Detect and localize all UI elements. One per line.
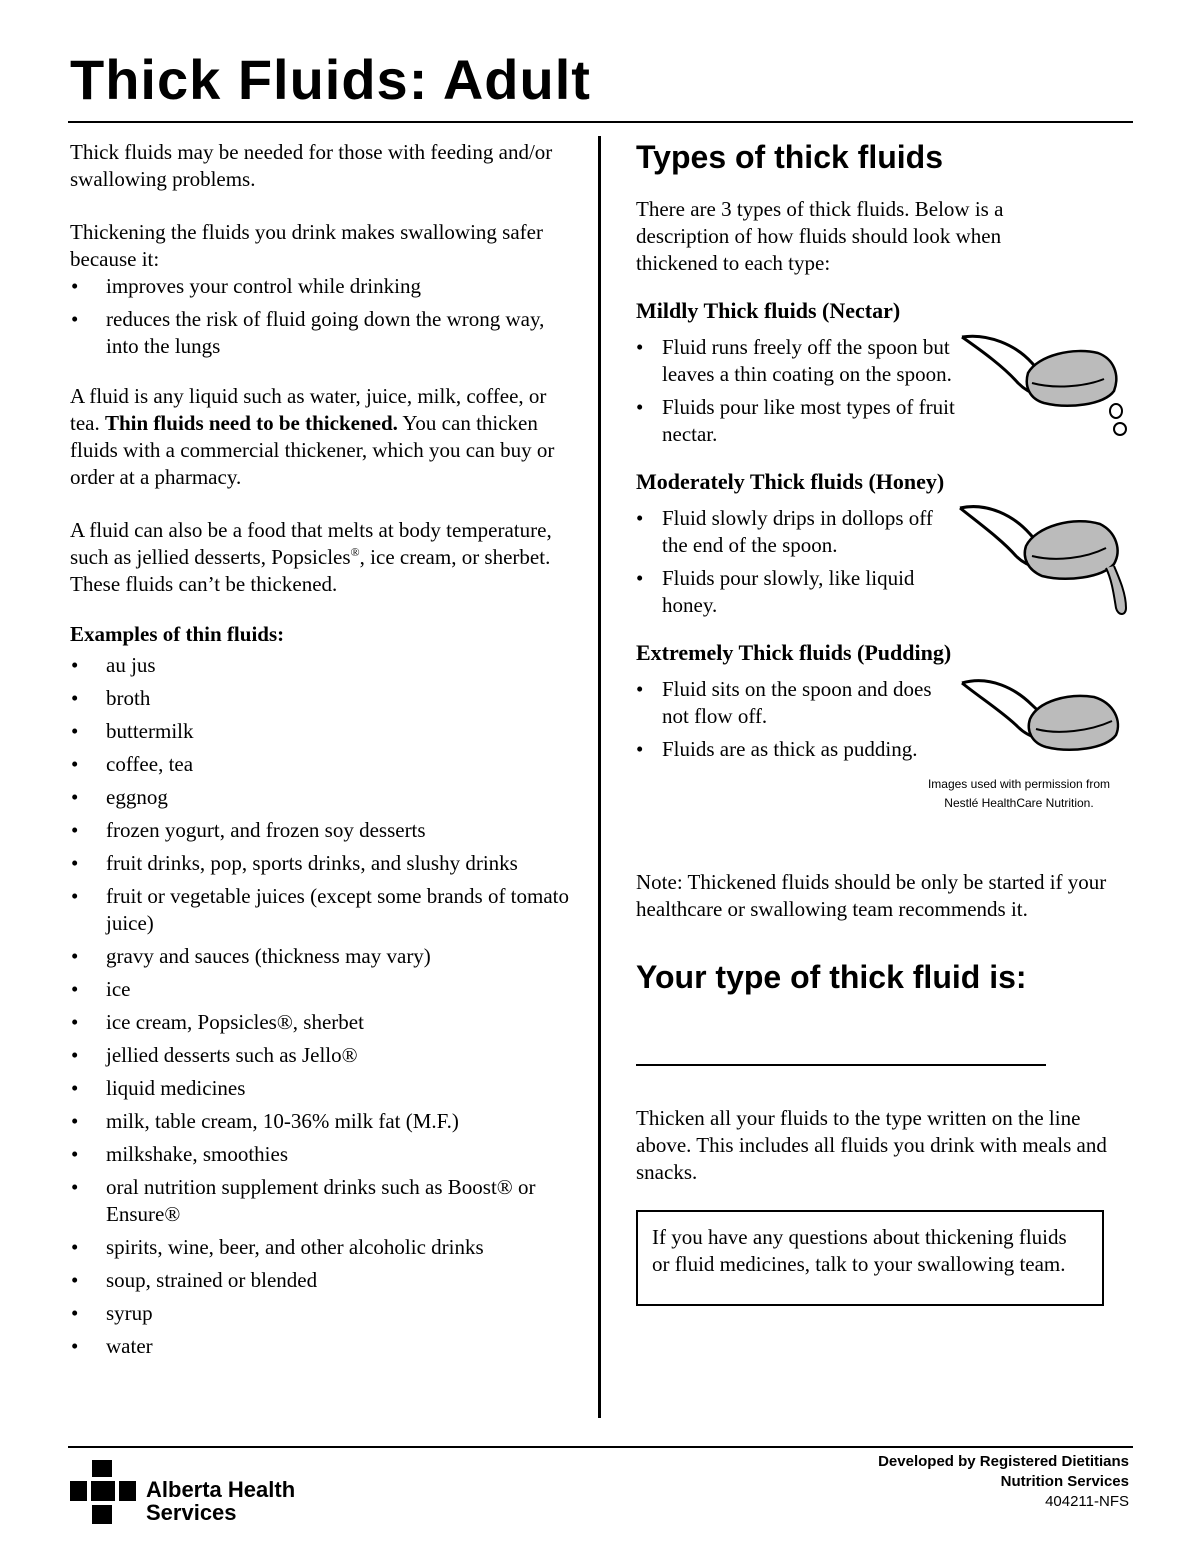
questions-box [636,1210,1104,1306]
developed-by: Developed by Registered Dietitians [878,1453,1129,1470]
questions-area [636,1210,1136,1340]
your-type-heading: Your type of thick fluid is: [636,959,1027,995]
spoon-nectar-icon [958,327,1140,453]
list-item: • milk, table cream, 10-36% milk fat (M.F.) [70,1108,570,1135]
footer-credits [878,1452,1129,1512]
type-nectar [636,297,1136,448]
list-item: • syrup [70,1300,570,1327]
list-item: • soup, strained or blended [70,1267,570,1294]
list-item: • ice cream, Popsicles®, sherbet [70,1009,570,1036]
document-code: 404211-NFS [1045,1493,1129,1510]
left-column [70,139,570,1366]
thin-fluids-list [70,652,570,1360]
title-rule [68,121,1133,123]
list-item: • au jus [70,652,570,679]
list-item: • fruit or vegetable juices (except some brands of tomato juice) [70,883,570,937]
thickening-intro: Thickening the fluids you drink makes swallowing safer because it: [70,220,543,271]
type-heading: Mildly Thick fluids (Nectar) [636,298,901,323]
note: Note: Thickened fluids should be only be started if your healthcare or swallowing team recommends it. [636,870,1107,921]
list-item: • frozen yogurt, and frozen soy desserts [70,817,570,844]
department: Nutrition Services [1000,1473,1129,1490]
list-item: • oral nutrition supplement drinks such as Boost® or Ensure® [70,1174,570,1228]
benefits-list [70,273,570,360]
list-item: • Fluid sits on the spoon and does not flow off. [636,676,956,730]
image-credit: Images used with permission from Nestlé HealthCare Nutrition. [927,777,1111,810]
food-definition: A fluid can also be a food that melts at body temperature, such as jellied desserts, Popsicles®, ice cream, or sherbet. These fluids can’t be thickened. [70,518,552,596]
type-pudding [636,639,1136,763]
list-item: • Fluids pour slowly, like liquid honey. [636,565,956,619]
page-title: Thick Fluids: Adult [70,48,591,111]
list-item: • reduces the risk of fluid going down the wrong way, into the lungs [70,306,570,360]
list-item: • spirits, wine, beer, and other alcoholic drinks [70,1234,570,1261]
spoon-pudding-icon [958,669,1140,769]
list-item: • Fluid runs freely off the spoon but leaves a thin coating on the spoon. [636,334,956,388]
list-item: • Fluids are as thick as pudding. [636,736,956,763]
list-item: • water [70,1333,570,1360]
list-item: • liquid medicines [70,1075,570,1102]
spoon-honey-icon [956,498,1138,624]
footer-rule [68,1446,1133,1448]
questions-text: If you have any questions about thickening fluids or fluid medicines, talk to your swallowing team. [652,1225,1067,1276]
thicken-all-paragraph: Thicken all your fluids to the type written on the line above. This includes all fluids you drink with meals and snacks. [636,1106,1107,1184]
list-item: • Fluid slowly drips in dollops off the end of the spoon. [636,505,956,559]
answer-area [636,995,1136,1077]
answer-line[interactable] [636,1064,1046,1066]
examples-heading: Examples of thin fluids: [70,622,285,646]
credit-area [636,769,1136,835]
type-honey [636,468,1136,619]
list-item: • fruit drinks, pop, sports drinks, and slushy drinks [70,850,570,877]
list-item: • ice [70,976,570,1003]
list-item: • eggnog [70,784,570,811]
list-item: • improves your control while drinking [70,273,570,300]
ahs-logo-icon [70,1460,136,1524]
intro-paragraph: Thick fluids may be needed for those with feeding and/or swallowing problems. [70,140,553,191]
type-heading: Extremely Thick fluids (Pudding) [636,640,952,665]
list-item: • jellied desserts such as Jello® [70,1042,570,1069]
types-intro: There are 3 types of thick fluids. Below is a description of how fluids should look when thickened to each type: [636,197,1004,275]
list-item: • buttermilk [70,718,570,745]
ahs-logo-text: Alberta Health Services [146,1477,296,1525]
list-item: • gravy and sauces (thickness may vary) [70,943,570,970]
type-heading: Moderately Thick fluids (Honey) [636,469,945,494]
list-item: • coffee, tea [70,751,570,778]
list-item: • Fluids pour like most types of fruit nectar. [636,394,956,448]
list-item: • milkshake, smoothies [70,1141,570,1168]
right-column [636,139,1136,1340]
column-divider [598,136,601,1418]
list-item: • broth [70,685,570,712]
fluid-definition: A fluid is any liquid such as water, juice, milk, coffee, or tea. Thin fluids need to be thickened. You can thicken fluids with a commercial thickener, which you can buy or order at a pharmacy. [70,384,555,489]
types-heading: Types of thick fluids [636,139,943,175]
